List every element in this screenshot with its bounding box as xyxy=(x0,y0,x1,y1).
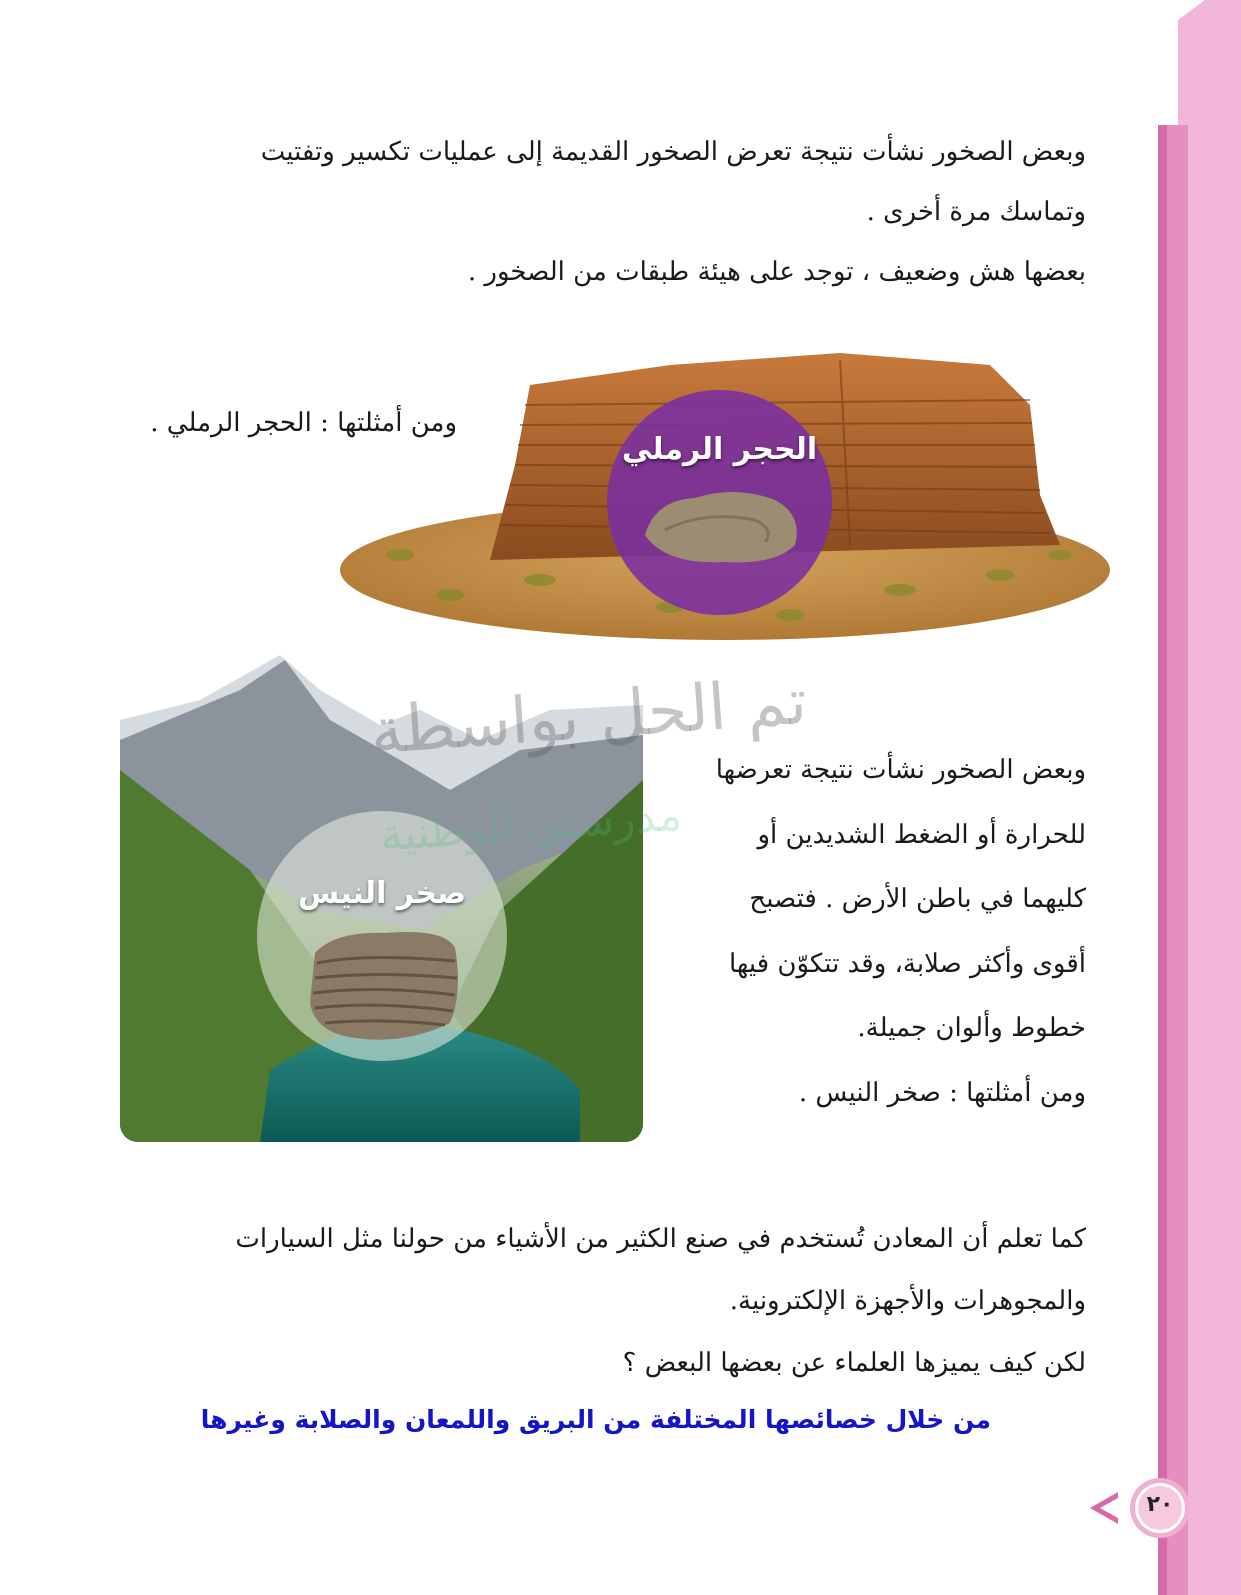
gneiss-line-6: ومن أمثلتها : صخر النيس . xyxy=(798,1077,1086,1108)
minerals-line-2: والمجوهرات والأجهزة الإلكترونية. xyxy=(729,1286,1086,1316)
gneiss-line-5: خطوط وألوان جميلة. xyxy=(857,1013,1086,1043)
page-number: ٢٠ xyxy=(1146,1492,1174,1517)
intro-line-2: وتماسك مرة أخرى . xyxy=(866,197,1086,227)
page-number-badge xyxy=(1090,1478,1200,1538)
answer-text: من خلال خصائصها المختلفة من البريق واللمعان والصلابة وغيرها xyxy=(200,1405,991,1434)
sandstone-bubble xyxy=(607,390,832,615)
intro-paragraph xyxy=(186,122,1086,302)
sandstone-rock-icon xyxy=(635,480,805,570)
gneiss-bubble xyxy=(257,811,507,1061)
gneiss-line-1: وبعض الصخور نشأت نتيجة تعرضها xyxy=(715,755,1086,785)
gneiss-paragraph xyxy=(666,738,1086,1125)
minerals-paragraph xyxy=(186,1208,1086,1394)
gneiss-bubble-label: صخر النيس xyxy=(297,876,467,911)
gneiss-rock-icon xyxy=(305,923,465,1048)
gneiss-line-4: أقوى وأكثر صلابة، وقد تتكوّن فيها xyxy=(728,948,1086,979)
intro-line-3: بعضها هش وضعيف ، توجد على هيئة طبقات من الصخور . xyxy=(467,257,1086,287)
intro-line-1: وبعض الصخور نشأت نتيجة تعرض الصخور القديمة إلى عمليات تكسير وتفتيت xyxy=(260,137,1086,167)
gneiss-image xyxy=(120,650,643,1142)
sandstone-image xyxy=(340,345,1110,645)
watermark-line-2: مدرستي الوطنية xyxy=(378,789,684,862)
watermark-line-1: تم الحل بواسطة xyxy=(367,664,810,770)
minerals-line-1: كما تعلم أن المعادن تُستخدم في صنع الكثير من الأشياء من حولنا مثل السيارات xyxy=(235,1224,1086,1254)
sandstone-bubble-label: الحجر الرملي xyxy=(621,432,818,467)
minerals-line-3: لكن كيف يميزها العلماء عن بعضها البعض ؟ xyxy=(622,1348,1086,1378)
sandstone-example-text: ومن أمثلتها : الحجر الرملي . xyxy=(150,408,457,438)
gneiss-line-3: كليهما في باطن الأرض . فتصبح xyxy=(749,884,1086,914)
gneiss-line-2: للحرارة أو الضغط الشديدين أو xyxy=(757,819,1086,850)
